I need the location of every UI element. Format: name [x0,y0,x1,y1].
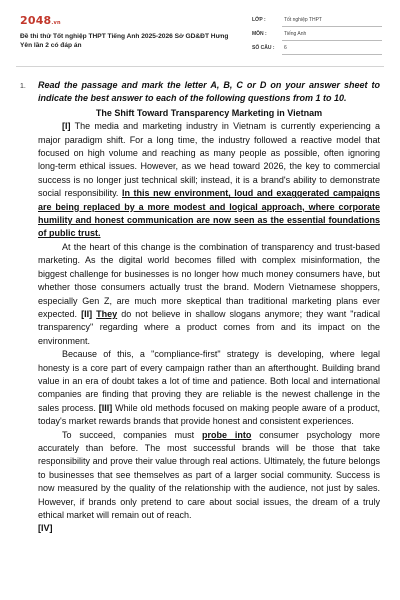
position-marker-1: [I] [62,121,71,132]
subject-label: MÔN : [252,31,267,37]
header-divider [16,66,384,67]
subject-field [252,29,382,41]
paragraph-3-text-a: Because of this, a "compliance-first" strategy is developing, where legal honesty is a core part of every campaign rather than an afterthought. Building brand value in an era of doubt takes a lot of time and patience. Both local and international companies are finding that proving they are reliable is the newest challenge in the sales process. [38,349,380,413]
referent-word-they: They [96,308,118,319]
question-content [38,79,380,536]
passage-title: The Shift Toward Transparency Marketing in Vietnam [95,107,323,118]
site-logo[interactable] [20,14,61,27]
question-count-underline [282,54,382,55]
position-marker-4: [IV] [38,523,53,534]
paragraph-5 [38,522,380,535]
position-marker-3: [III] [98,402,113,413]
position-marker-2: [II] [81,308,93,319]
paragraph-1 [38,120,380,241]
paragraph-2 [38,241,380,348]
class-underline [282,26,382,27]
paragraph-2-text-b: do not believe in shallow slogans anymore; they want "radical transparency" regarding where a product comes from and its impact on the environment. [38,308,380,346]
class-label: LỚP : [252,17,266,23]
paragraph-4-text-b: consumer psychology more accurately than before. The most successful brands will be those that take responsibility and prove their value through real actions. Ultimately, the future belongs to businesses that see themselves as part of a larger social community. Success is now measured by the quality of the relationship with the audience, not just by sales. However, if brands only pretend to care about social issues, the dream of a truly ethical market will remain out of reach. [38,429,380,520]
class-value: Tốt nghiệp THPT [284,17,322,23]
paragraph-3-text-b: While old methods focused on making people aware of a product, today's market rewards brands that provide honest and consistent experiences. [38,402,380,427]
phrase-probe-into: probe into [202,429,252,440]
paragraph-4 [38,429,380,523]
logo-domain: .vn [51,20,61,26]
highlighted-sentence: In this new environment, loud and exaggerated campaigns are being replaced by a more modest and logical approach, where corporate humility and honest communication are now seen as the essential foundations of public trust. [38,188,380,239]
question-count-label: SỐ CÂU : [252,45,275,51]
page-header [0,0,400,62]
paragraph-2-text-a: At the heart of this change is the combination of transparency and trust-based marketing. As the digital world becomes filled with complex misinformation, the biggest challenge for businesses is no longer how much money consumers have, but whether those consumers actually trust the brand. Modern Vietnamese shoppers, especially Gen Z, are much more skeptical than traditional marketing plans ever expected. [38,241,380,319]
class-field [252,15,382,27]
paragraph-4-text-a: To succeed, companies must [62,429,202,440]
document-title: Đề thi thử Tốt nghiệp THPT Tiếng Anh 2025-2026 Sở GD&ĐT Hưng Yên lần 2 có đáp án [20,33,229,50]
subject-value: Tiếng Anh [284,31,307,37]
question-number: 1. [20,83,26,90]
paragraph-3 [38,348,380,428]
question-count-field [252,43,382,55]
instruction-text: Read the passage and mark the letter A, B, C or D on your answer sheet to indicate the best answer to each of the following questions from 1 to 10. [38,80,380,104]
logo-text: 2048 [20,14,52,27]
paragraph-1-text: The media and marketing industry in Vietnam is currently experiencing a major paradigm shift. For a long time, the industry followed a reactive model that focused on high volume and reaching as many people as possible, often ignoring long-term ethical issues. However, as we head toward 2026, the key to commercial success is no longer just technical skill; instead, it is a brand's ability to demonstrate social responsibility. [38,121,380,199]
subject-underline [282,40,382,41]
question-count-value: 6 [284,45,287,51]
